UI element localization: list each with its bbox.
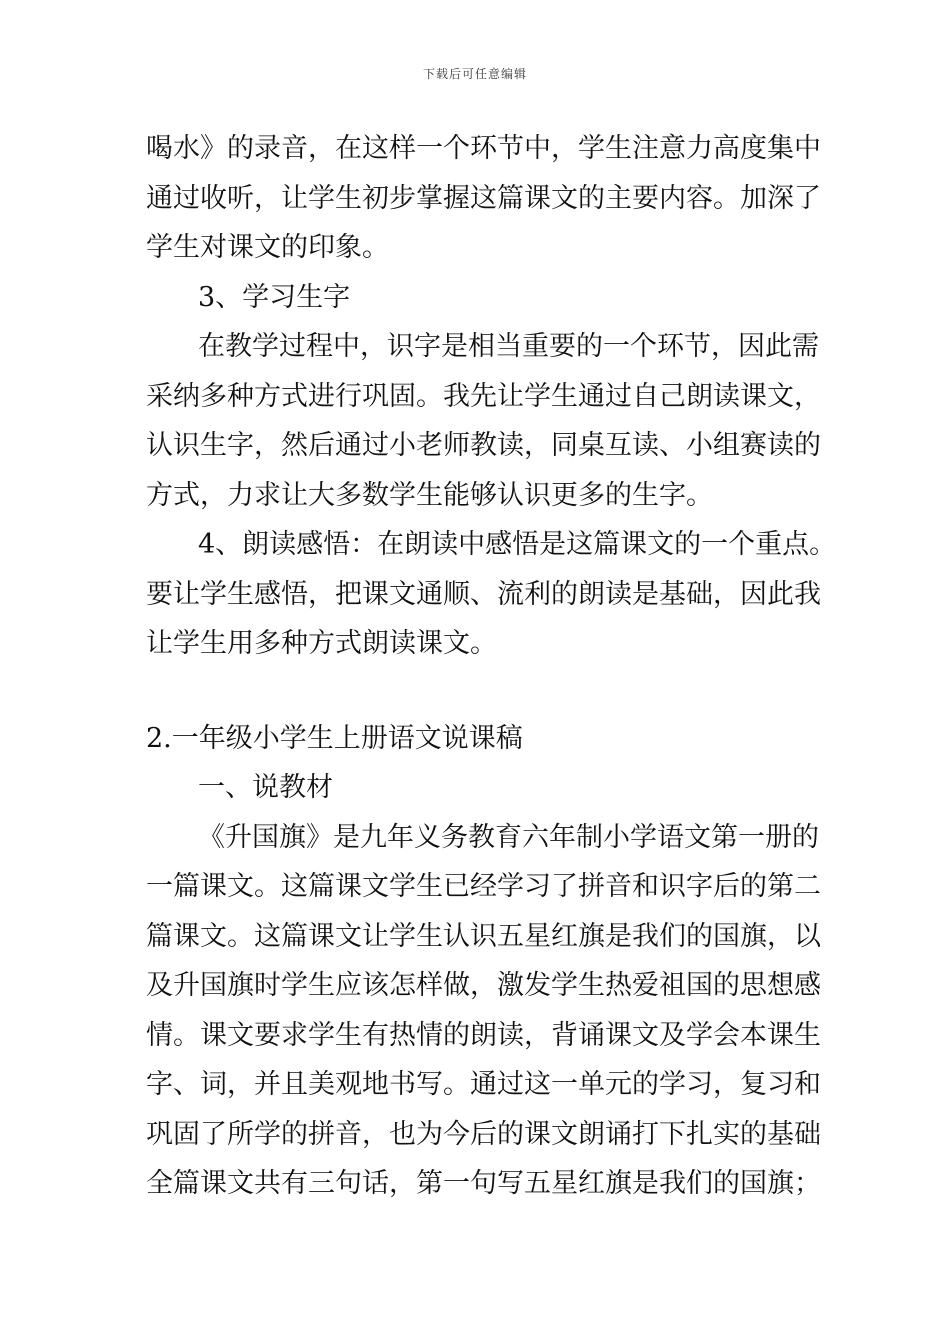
article-title: 2.一年级小学生上册语文说课稿 [146,722,523,754]
text-line: 认识生字，然后通过小老师教读，同桌互读、小组赛读的 [146,430,821,461]
page-header-note: 下载后可任意编辑 [422,67,527,81]
text-line: 全篇课文共有三句话，第一句写五星红旗是我们的国旗； [146,1168,821,1199]
section-heading: 一、说教材 [198,772,333,803]
text-line: 喝水》的录音，在这样一个环节中，学生注意力高度集中 [146,133,821,164]
document-body [146,124,837,1209]
paragraph-start: 4、朗读感悟：在朗读中感悟是这篇课文的一个重点。 [198,529,837,560]
text-line: 要让学生感悟，把课文通顺、流利的朗读是基础，因此我 [146,578,821,610]
section-gap [146,669,810,714]
text-line: 采纳多种方式进行巩固。我先让学生通过自己朗读课文， [146,380,821,412]
text-line: 情。课文要求学生有热情的朗读，背诵课文及学会本课生 [146,1019,821,1051]
text-line: 让学生用多种方式朗读课文。 [146,628,497,659]
text-line: 巩固了所学的拼音，也为今后的课文朗诵打下扎实的基础 [146,1118,821,1150]
text-line: 字、词，并且美观地书写。通过这一单元的学习，复习和 [146,1069,821,1100]
section-heading: 3、学习生字 [198,281,351,313]
text-line: 及升国旗时学生应该怎样做，激发学生热爱祖国的思想感 [146,970,821,1001]
text-line: 方式，力求让大多数学生能够认识更多的生字。 [146,479,713,511]
text-line: 篇课文。这篇课文让学生认识五星红旗是我们的国旗，以 [146,920,821,952]
text-line: 一篇课文。这篇课文学生已经学习了拼音和识字后的第二 [146,871,821,902]
paragraph-start: 在教学过程中，识字是相当重要的一个环节，因此需 [198,331,819,362]
text-line: 通过收听，让学生初步掌握这篇课文的主要内容。加深了 [146,182,821,214]
text-line: 学生对课文的印象。 [146,232,389,263]
paragraph-start: 《升国旗》是九年义务教育六年制小学语文第一册的 [198,821,819,853]
